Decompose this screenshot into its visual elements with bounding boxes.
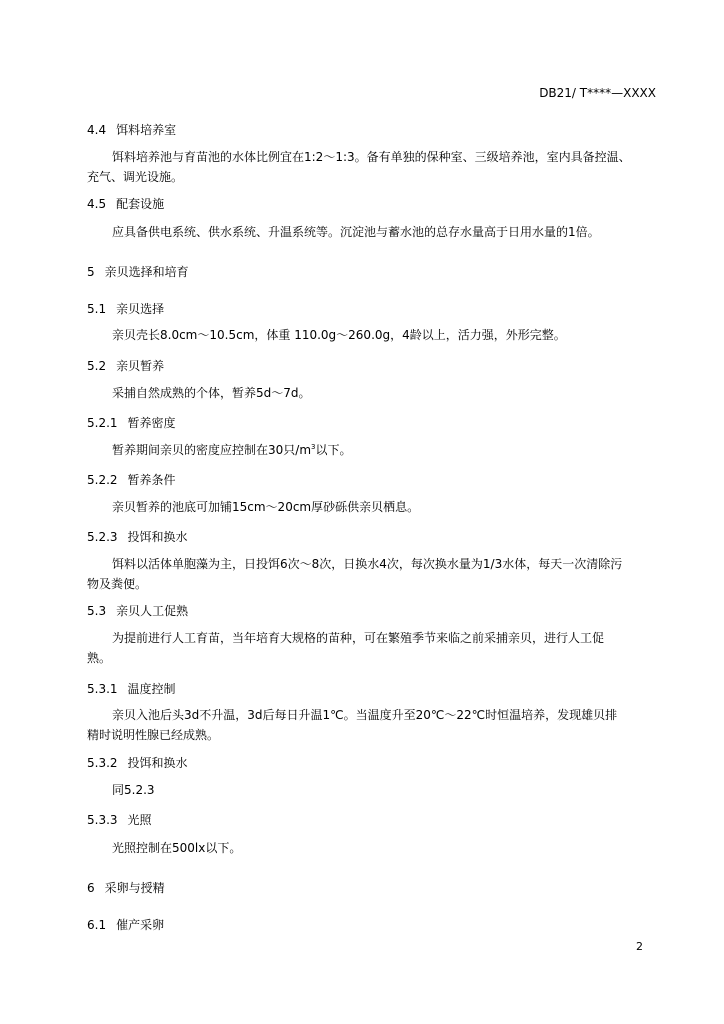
section-title: 投饵和换水 bbox=[127, 756, 188, 770]
document-id: DB21/ T****—XXXX bbox=[539, 86, 656, 100]
section-number: 4.5 bbox=[87, 197, 107, 211]
section-title: 催产采卵 bbox=[116, 918, 165, 932]
section-number: 5.1 bbox=[87, 302, 107, 316]
section-number: 5.2.2 bbox=[87, 473, 118, 487]
paragraph-line: 为提前进行人工育苗，当年培育大规格的苗种，可在繁殖季节来临之前采捕亲贝，进行人工促 bbox=[112, 631, 605, 645]
section-title: 亲贝选择和培育 bbox=[104, 265, 189, 279]
paragraph-5-1 bbox=[87, 325, 657, 345]
paragraph-5-2-2 bbox=[87, 497, 657, 517]
section-title: 亲贝暂养 bbox=[116, 359, 165, 373]
section-number: 5.3.3 bbox=[87, 813, 118, 827]
paragraph-5-3-2 bbox=[87, 780, 657, 800]
heading-6-1 bbox=[87, 916, 164, 933]
page-number: 2 bbox=[636, 940, 643, 953]
paragraph-line: 充气、调光设施。 bbox=[87, 170, 184, 184]
paragraph-line: 同5.2.3 bbox=[112, 783, 155, 797]
text-run: 暂养期间亲贝的密度应控制在30只/m bbox=[112, 443, 312, 457]
paragraph-line: 亲贝暂养的池底可加铺15cm～20cm厚砂砾供亲贝栖息。 bbox=[112, 500, 420, 514]
section-title: 暂养条件 bbox=[127, 473, 176, 487]
paragraph-line bbox=[87, 440, 657, 460]
paragraph-line: 精时说明性腺已经成熟。 bbox=[87, 728, 220, 742]
heading-5-2-3 bbox=[87, 528, 188, 545]
heading-5-1 bbox=[87, 300, 164, 317]
heading-5-3-3 bbox=[87, 811, 152, 828]
paragraph-5-3-1 bbox=[87, 705, 657, 745]
paragraph-4-5 bbox=[87, 222, 657, 242]
section-number: 5.3.2 bbox=[87, 756, 118, 770]
paragraph-5-3-3 bbox=[87, 838, 657, 858]
text-run: 以下。 bbox=[315, 443, 352, 457]
heading-4-4 bbox=[87, 121, 176, 138]
paragraph-5-2-1 bbox=[87, 440, 657, 460]
superscript: 3 bbox=[311, 443, 316, 451]
section-number: 5 bbox=[87, 265, 95, 279]
paragraph-5-2-3 bbox=[87, 554, 657, 594]
paragraph-5-2 bbox=[87, 383, 657, 403]
paragraph-line: 亲贝入池后头3d不升温，3d后每日升温1℃。当温度升至20℃～22℃时恒温培养，发现雄贝排 bbox=[112, 708, 618, 722]
section-number: 6 bbox=[87, 881, 95, 895]
paragraph-line: 物及粪便。 bbox=[87, 577, 148, 591]
heading-5-3 bbox=[87, 602, 188, 619]
paragraph-line: 采捕自然成熟的个体，暂养5d～7d。 bbox=[112, 386, 311, 400]
section-title: 饵料培养室 bbox=[116, 123, 177, 137]
section-number: 5.2.1 bbox=[87, 416, 118, 430]
section-number: 5.2 bbox=[87, 359, 107, 373]
paragraph-line: 熟。 bbox=[87, 651, 112, 665]
section-title: 温度控制 bbox=[127, 682, 176, 696]
heading-5-3-1 bbox=[87, 680, 176, 697]
paragraph-line: 饵料培养池与育苗池的水体比例宜在1:2～1:3。备有单独的保种室、三级培养池，室内具备控温、 bbox=[112, 150, 631, 164]
paragraph-4-4 bbox=[87, 147, 657, 187]
section-title: 采卵与授精 bbox=[104, 881, 165, 895]
heading-5-2 bbox=[87, 357, 164, 374]
section-title: 亲贝选择 bbox=[116, 302, 165, 316]
section-title: 光照 bbox=[127, 813, 152, 827]
section-number: 6.1 bbox=[87, 918, 107, 932]
paragraph-line: 饵料以活体单胞藻为主，日投饵6次～8次，日换水4次，每次换水量为1/3水体，每天一次清除污 bbox=[112, 557, 623, 571]
section-title: 投饵和换水 bbox=[127, 530, 188, 544]
section-number: 5.3 bbox=[87, 604, 107, 618]
heading-5-2-2 bbox=[87, 471, 176, 488]
section-number: 5.3.1 bbox=[87, 682, 118, 696]
paragraph-line: 应具备供电系统、供水系统、升温系统等。沉淀池与蓄水池的总存水量高于日用水量的1倍。 bbox=[112, 225, 600, 239]
paragraph-line: 亲贝壳长8.0cm～10.5cm，体重 110.0g～260.0g，4龄以上，活力强，外形完整。 bbox=[112, 328, 566, 342]
paragraph-5-3 bbox=[87, 628, 657, 668]
heading-5-3-2 bbox=[87, 754, 188, 771]
heading-5 bbox=[87, 263, 189, 280]
section-title: 暂养密度 bbox=[127, 416, 176, 430]
heading-5-2-1 bbox=[87, 414, 176, 431]
section-title: 配套设施 bbox=[116, 197, 165, 211]
heading-4-5 bbox=[87, 195, 164, 212]
section-number: 4.4 bbox=[87, 123, 107, 137]
section-number: 5.2.3 bbox=[87, 530, 118, 544]
paragraph-line: 光照控制在500lx以下。 bbox=[112, 841, 242, 855]
heading-6 bbox=[87, 879, 165, 896]
section-title: 亲贝人工促熟 bbox=[116, 604, 189, 618]
